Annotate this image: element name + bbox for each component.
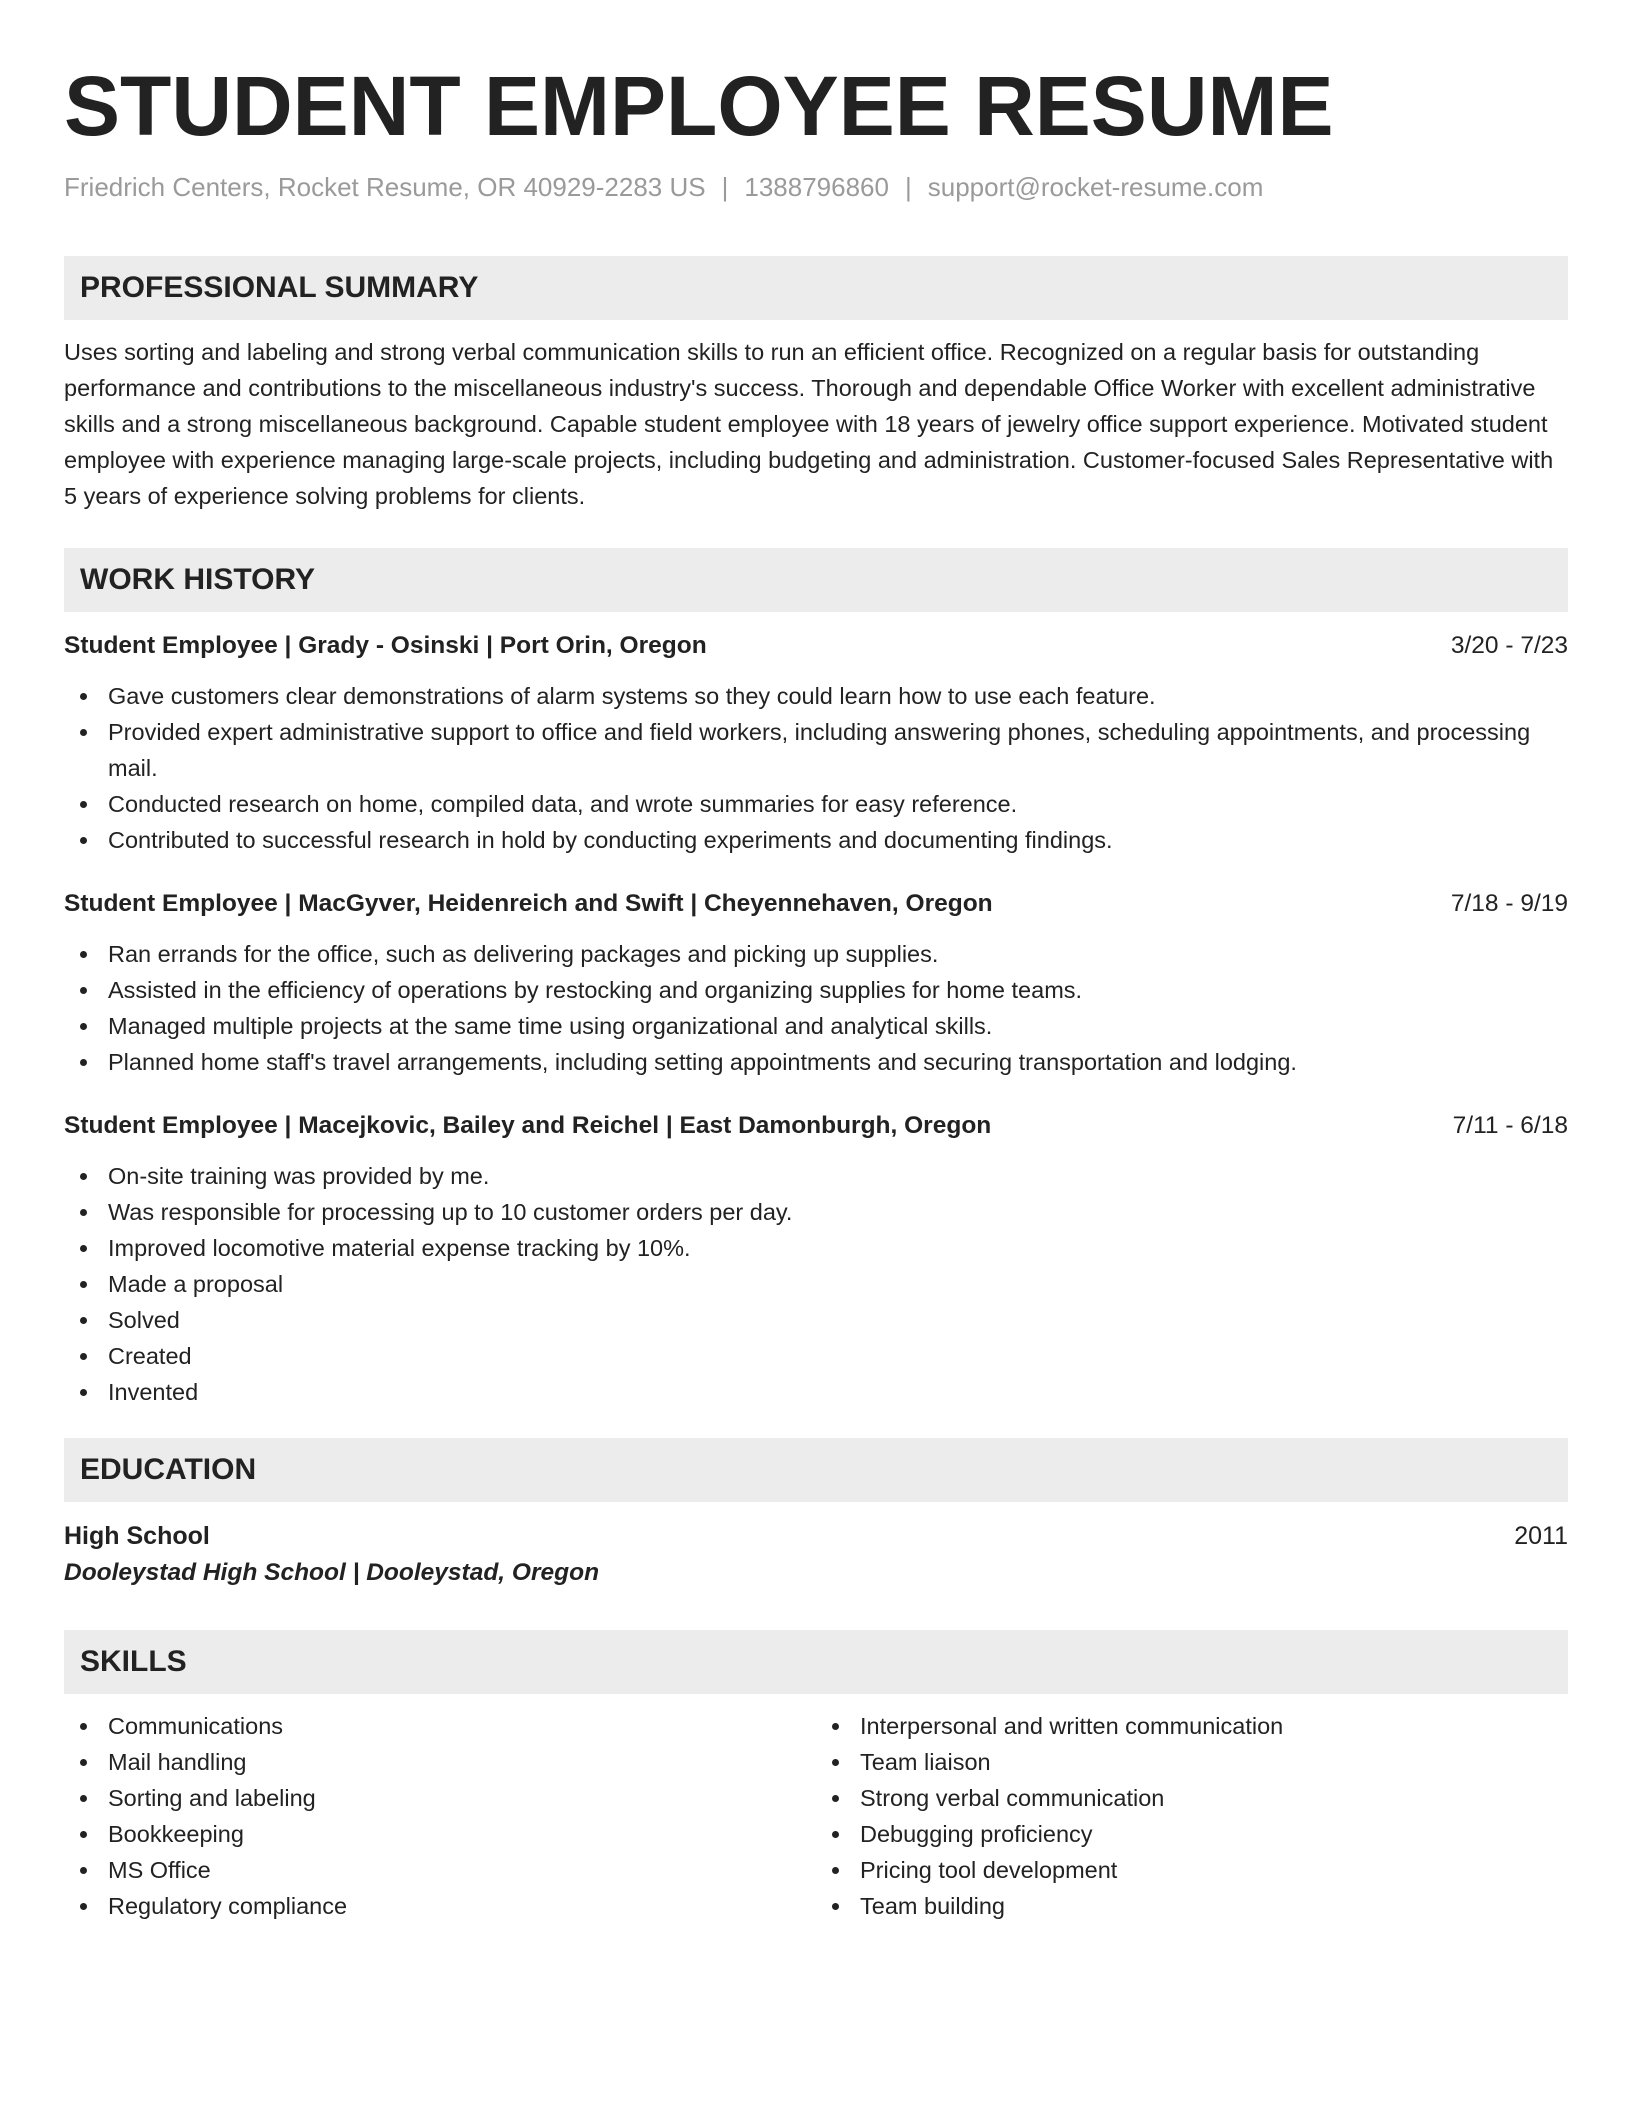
- list-item: [64, 1816, 816, 1852]
- list-item-text: Ran errands for the office, such as delivering packages and picking up supplies.: [108, 941, 939, 967]
- list-item-text: Improved locomotive material expense tracking by 10%.: [108, 1235, 691, 1261]
- bullet-icon: [80, 1831, 87, 1838]
- skill-text: MS Office: [108, 1857, 211, 1883]
- list-item: [64, 678, 1568, 714]
- list-item: [64, 1888, 816, 1924]
- job-bullets: [64, 936, 1568, 1080]
- job-dates: 7/11 - 6/18: [1452, 1112, 1568, 1139]
- summary-text: Uses sorting and labeling and strong verbal communication skills to run an efficient office. Recognized on a regular basis for outstanding performance and contributions to the miscellaneous industry's success. Thorough and dependable Office Worker with excellent administrative skills and a strong miscellaneous background. Capable student employee with 18 years of jewelry office support experience. Motivated student employee with experience managing large-scale projects, including budgeting and administration. Customer-focused Sales Representative with 5 years of experience solving problems for clients.: [64, 339, 1554, 509]
- list-item: [64, 1374, 1568, 1410]
- job-heading: [64, 886, 1568, 922]
- section-header-summary: PROFESSIONAL SUMMARY: [64, 256, 1568, 320]
- skills-column-right: [816, 1708, 1568, 1924]
- education-year: 2011: [1514, 1522, 1568, 1550]
- list-item: [64, 972, 1568, 1008]
- job-title: Student Employee | Grady - Osinski | Port Orin, Oregon: [64, 632, 707, 659]
- job-title: Student Employee | MacGyver, Heidenreich and Swift | Cheyennehaven, Oregon: [64, 890, 993, 917]
- education-school: Dooleystad High School | Dooleystad, Oregon: [64, 1559, 600, 1586]
- bullet-icon: [80, 1209, 87, 1216]
- section-header-skills: SKILLS: [64, 1630, 1568, 1694]
- bullet-icon: [80, 1867, 87, 1874]
- list-item: [64, 1338, 1568, 1374]
- list-item-text: Conducted research on home, compiled data, and wrote summaries for easy reference.: [108, 791, 1018, 817]
- list-item-text: Gave customers clear demonstrations of alarm systems so they could learn how to use each feature.: [108, 683, 1156, 709]
- skill-text: Team building: [860, 1893, 1006, 1919]
- job-entry: [64, 1108, 1568, 1410]
- list-item-text: Made a proposal: [108, 1271, 284, 1297]
- skill-text: Interpersonal and written communication: [860, 1713, 1284, 1739]
- list-item-text: Invented: [108, 1379, 199, 1405]
- list-item: [64, 714, 1568, 786]
- bullet-icon: [80, 1245, 87, 1252]
- bullet-icon: [80, 1317, 87, 1324]
- bullet-icon: [80, 1759, 87, 1766]
- bullet-icon: [80, 987, 87, 994]
- list-item: [64, 822, 1568, 858]
- list-item: [64, 936, 1568, 972]
- bullet-icon: [832, 1759, 839, 1766]
- list-item: [816, 1816, 1568, 1852]
- bullet-icon: [832, 1867, 839, 1874]
- section-header-work-history: WORK HISTORY: [64, 548, 1568, 612]
- contact-address: Friedrich Centers, Rocket Resume, OR 40929-2283 US: [64, 172, 706, 202]
- skill-text: Sorting and labeling: [108, 1785, 316, 1811]
- skill-text: Strong verbal communication: [860, 1785, 1165, 1811]
- skill-text: Pricing tool development: [860, 1857, 1118, 1883]
- skills-column-left: [64, 1708, 816, 1924]
- bullet-icon: [80, 1173, 87, 1180]
- contact-separator: |: [721, 172, 729, 202]
- bullet-icon: [832, 1795, 839, 1802]
- contact-email: support@rocket-resume.com: [927, 172, 1264, 202]
- list-item: [64, 1044, 1568, 1080]
- list-item: [64, 1194, 1568, 1230]
- bullet-icon: [80, 837, 87, 844]
- list-item-text: Contributed to successful research in hold by conducting experiments and documenting findings.: [108, 827, 1113, 853]
- education-entry: [64, 1518, 1568, 1554]
- bullet-icon: [80, 1059, 87, 1066]
- contact-line: [64, 170, 1568, 204]
- bullet-icon: [80, 1723, 87, 1730]
- list-item: [64, 1708, 816, 1744]
- resume-title: STUDENT EMPLOYEE RESUME: [64, 59, 1334, 153]
- skill-text: Debugging proficiency: [860, 1821, 1093, 1847]
- bullet-icon: [832, 1723, 839, 1730]
- list-item: [816, 1744, 1568, 1780]
- contact-phone: 1388796860: [744, 172, 889, 202]
- bullet-icon: [80, 1281, 87, 1288]
- list-item: [816, 1780, 1568, 1816]
- job-heading: [64, 628, 1568, 664]
- skill-text: Communications: [108, 1713, 284, 1739]
- list-item: [64, 1008, 1568, 1044]
- bullet-icon: [80, 729, 87, 736]
- bullet-icon: [80, 1903, 87, 1910]
- list-item-text: Solved: [108, 1307, 180, 1333]
- list-item-text: Provided expert administrative support to office and field workers, including answering phones, scheduling appointments, and processing mail.: [108, 719, 1531, 781]
- job-dates: 3/20 - 7/23: [1450, 632, 1568, 659]
- list-item-text: Was responsible for processing up to 10 customer orders per day.: [108, 1199, 793, 1225]
- list-item: [64, 1744, 816, 1780]
- list-item: [64, 1158, 1568, 1194]
- bullet-icon: [80, 1353, 87, 1360]
- bullet-icon: [80, 951, 87, 958]
- job-heading: [64, 1108, 1568, 1144]
- bullet-icon: [80, 1023, 87, 1030]
- bullet-icon: [80, 1795, 87, 1802]
- skills-list: [64, 1708, 816, 1924]
- list-item: [64, 1302, 1568, 1338]
- list-item: [816, 1708, 1568, 1744]
- job-entry: [64, 886, 1568, 1080]
- contact-separator: |: [904, 172, 912, 202]
- list-item: [64, 1230, 1568, 1266]
- bullet-icon: [832, 1831, 839, 1838]
- list-item-text: On-site training was provided by me.: [108, 1163, 490, 1189]
- job-entry: [64, 628, 1568, 858]
- list-item: [64, 1780, 816, 1816]
- bullet-icon: [832, 1903, 839, 1910]
- list-item: [816, 1852, 1568, 1888]
- job-bullets: [64, 1158, 1568, 1410]
- job-bullets: [64, 678, 1568, 858]
- section-header-education: EDUCATION: [64, 1438, 1568, 1502]
- bullet-icon: [80, 1389, 87, 1396]
- skill-text: Bookkeeping: [108, 1821, 244, 1847]
- bullet-icon: [80, 693, 87, 700]
- list-item: [64, 786, 1568, 822]
- skill-text: Regulatory compliance: [108, 1893, 348, 1919]
- job-dates: 7/18 - 9/19: [1450, 890, 1568, 917]
- list-item-text: Created: [108, 1343, 192, 1369]
- education-degree: High School: [64, 1522, 210, 1550]
- skills-grid: [64, 1708, 1568, 1924]
- list-item-text: Assisted in the efficiency of operations by restocking and organizing supplies for home teams.: [108, 977, 1083, 1003]
- bullet-icon: [80, 801, 87, 808]
- list-item: [816, 1888, 1568, 1924]
- list-item-text: Managed multiple projects at the same time using organizational and analytical skills.: [108, 1013, 993, 1039]
- skills-list: [816, 1708, 1568, 1924]
- job-title: Student Employee | Macejkovic, Bailey and Reichel | East Damonburgh, Oregon: [64, 1112, 992, 1139]
- list-item: [64, 1852, 816, 1888]
- skill-text: Team liaison: [860, 1749, 991, 1775]
- skill-text: Mail handling: [108, 1749, 247, 1775]
- list-item-text: Planned home staff's travel arrangements, including setting appointments and securing transportation and lodging.: [108, 1049, 1297, 1075]
- list-item: [64, 1266, 1568, 1302]
